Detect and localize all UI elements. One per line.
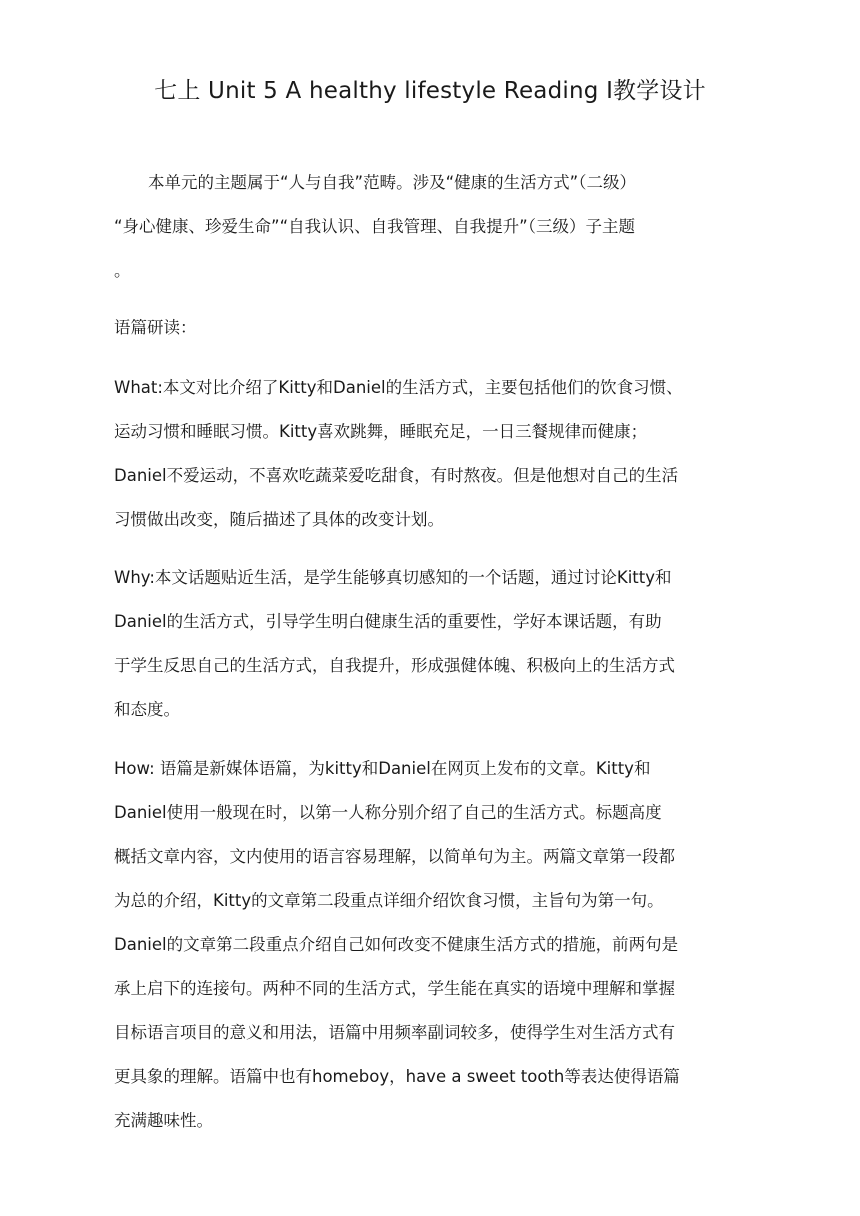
why-paragraph bbox=[114, 556, 744, 732]
why-line: 和态度。 bbox=[114, 700, 180, 719]
section-label: 语篇研读： bbox=[114, 318, 197, 337]
what-line: 习惯做出改变，随后描述了具体的改变计划。 bbox=[114, 510, 444, 529]
what-paragraph bbox=[114, 366, 744, 542]
document-title: 七上 Unit 5 A healthy lifestyle Reading I教学设计 bbox=[154, 78, 706, 104]
intro-line: “身心健康、珍爱生命”“自我认识、自我管理、自我提升”（三级）子主题 bbox=[114, 217, 635, 236]
intro-line: 本单元的主题属于“人与自我”范畴。涉及“健康的生活方式”（二级） bbox=[148, 173, 636, 192]
intro-line: 。 bbox=[114, 261, 131, 280]
how-line: 概括文章内容，文内使用的语言容易理解，以简单句为主。两篇文章第一段都 bbox=[114, 847, 675, 866]
section-label-paragraph bbox=[114, 306, 744, 350]
how-line: Daniel的文章第二段重点介绍自己如何改变不健康生活方式的措施，前两句是 bbox=[114, 935, 679, 954]
how-line: 更具象的理解。语篇中也有homeboy，have a sweet tooth等表达使得语篇 bbox=[114, 1067, 680, 1086]
how-paragraph bbox=[114, 747, 744, 1143]
how-line: Daniel使用一般现在时，以第一人称分别介绍了自己的生活方式。标题高度 bbox=[114, 803, 662, 822]
what-line: Daniel不爱运动，不喜欢吃蔬菜爱吃甜食，有时熬夜。但是他想对自己的生活 bbox=[114, 466, 679, 485]
what-line: 运动习惯和睡眠习惯。Kitty喜欢跳舞，睡眠充足，一日三餐规律而健康； bbox=[114, 422, 648, 441]
how-line: 目标语言项目的意义和用法，语篇中用频率副词较多，使得学生对生活方式有 bbox=[114, 1023, 675, 1042]
why-line: 于学生反思自己的生活方式，自我提升，形成强健体魄、积极向上的生活方式 bbox=[114, 656, 675, 675]
how-line: How: 语篇是新媒体语篇，为kitty和Daniel在网页上发布的文章。Kitty和 bbox=[114, 759, 651, 778]
why-line: Why:本文话题贴近生活，是学生能够真切感知的一个话题，通过讨论Kitty和 bbox=[114, 568, 672, 587]
what-line: What:本文对比介绍了Kitty和Daniel的生活方式，主要包括他们的饮食习惯、 bbox=[114, 378, 683, 397]
how-line: 充满趣味性。 bbox=[114, 1111, 213, 1130]
how-line: 承上启下的连接句。两种不同的生活方式，学生能在真实的语境中理解和掌握 bbox=[114, 979, 675, 998]
how-line: 为总的介绍，Kitty的文章第二段重点详细介绍饮食习惯，主旨句为第一句。 bbox=[114, 891, 664, 910]
intro-paragraph bbox=[114, 161, 744, 293]
why-line: Daniel的生活方式，引导学生明白健康生活的重要性，学好本课话题，有助 bbox=[114, 612, 662, 631]
